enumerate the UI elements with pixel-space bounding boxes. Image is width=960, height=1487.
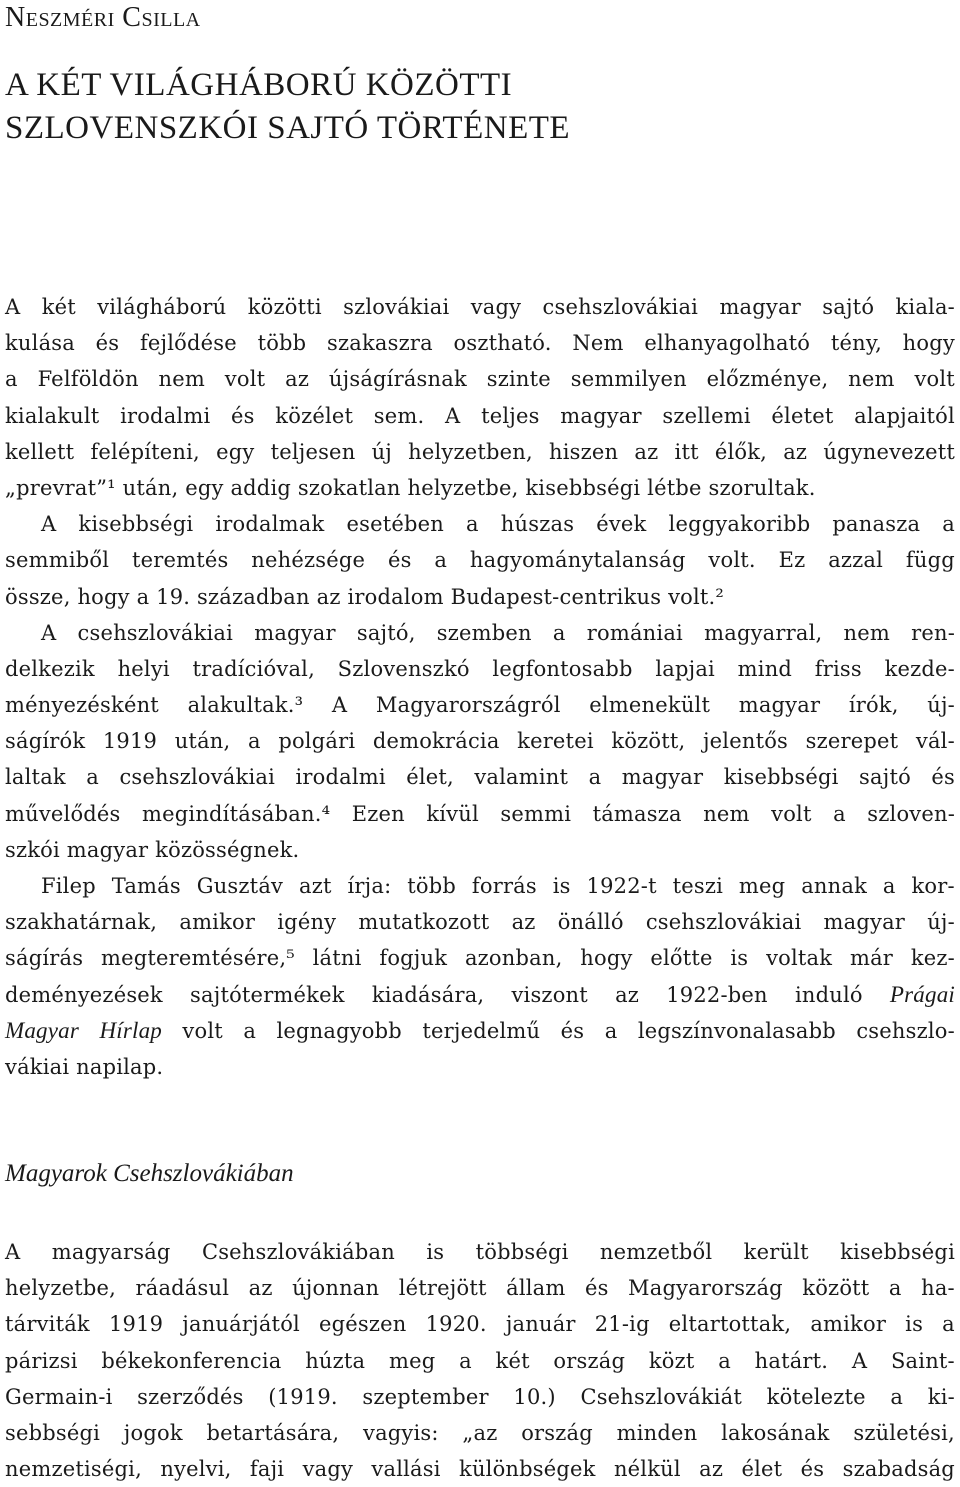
text-line: A kisebbségi irodalmak esetében a húszas évek leggyakoribb panasza a [41,512,955,537]
text-line: kulása és fejlődése több szakaszra osztható. Nem elhanyagolható tény, hogy [5,331,955,356]
text-line: delkezik helyi tradícióval, Szlovenszkó legfontosabb lapjai mind friss kezde- [5,656,955,681]
text-line: A két világháború közötti szlovákiai vagy csehszlovákiai magyar sajtó kiala- [5,295,955,319]
text-line: A csehszlovákiai magyar sajtó, szemben a romániai magyarral, nem ren- [41,620,955,645]
text-line: Germain-i szerződés (1919. szeptember 10.) Csehszlovákiát kötelezte a ki- [5,1384,955,1409]
text-line: művelődés megindításában.⁴ Ezen kívül semmi támasza nem volt a szloven- [5,801,955,826]
text-line: ságírás megteremtésére,⁵ látni fogjuk azonban, hogy előtte is voltak már kez- [5,946,955,971]
text-line: ményezésként alakultak.³ A Magyarországról elmenekült magyar írók, új- [5,693,955,718]
text-line: össze, hogy a 19. században az irodalom Budapest-centrikus volt.² [5,584,725,609]
text-line: szakhatárnak, amikor igény mutatkozott az önálló csehszlovákiai magyar új- [5,910,955,935]
title-line: A KÉT VILÁGHÁBORÚ KÖZÖTTI [5,67,513,103]
text-line: ságírók 1919 után, a polgári demokrácia keretei között, jelentős szerepet vál- [5,729,955,754]
text-line: Filep Tamás Gusztáv azt írja: több forrás is 1922-t teszi meg annak a kor- [41,874,955,898]
author-name: Neszméri Csilla [5,2,201,33]
text-line: A magyarság Csehszlovákiában is többségi nemzetből került kisebbségi [5,1240,955,1264]
text-line: szkói magyar közösségnek. [5,837,300,862]
text-line: a Felföldön nem volt az újságírásnak szinte semmilyen előzménye, nem volt [5,367,955,392]
body-text [5,289,955,1085]
title-line: SZLOVENSZKÓI SAJTÓ TÖRTÉNETE [5,110,571,146]
text-line: tárviták 1919 januárjától egészen 1920. január 21-ig eltartottak, amikor is a [5,1312,955,1337]
text-line: helyzetbe, ráadásul az újonnan létrejött állam és Magyarország között a ha- [5,1276,955,1301]
text-line: deményezések sajtótermékek kiadására, viszont az 1922-ben induló Prágai [5,981,955,1007]
text-line: sebbségi jogok betartására, vagyis: „az ország minden lakosának születési, [5,1420,955,1445]
text-line: nemzetiségi, nyelvi, faji vagy vallási különbségek nélkül az élet és szabadság [5,1457,955,1482]
text-line: semmiből teremtés nehézsége és a hagyománytalanság volt. Ez azzal függ [5,548,955,573]
text-line: Magyar Hírlap volt a legnagyobb terjedelmű és a legszínvonalasabb csehszlo- [5,1017,955,1043]
text-line: kellett felépíteni, egy teljesen új helyzetben, hiszen az itt élők, az úgynevezett [5,439,955,464]
section-text [5,1234,955,1487]
text-line: laltak a csehszlovákiai irodalmi élet, valamint a magyar kisebbségi sajtó és [5,765,955,790]
section-heading: Magyarok Csehszlovákiában [5,1160,294,1187]
text-line: párizsi békekonferencia húzta meg a két ország közt a határt. A Saint- [5,1348,955,1373]
text-line: „prevrat”¹ után, egy addig szokatlan helyzetbe, kisebbségi létbe szorultak. [5,475,816,500]
article-title [5,64,570,150]
text-line: kialakult irodalmi és közélet sem. A teljes magyar szellemi életet alapjaitól [5,403,955,428]
text-line: vákiai napilap. [5,1054,164,1079]
